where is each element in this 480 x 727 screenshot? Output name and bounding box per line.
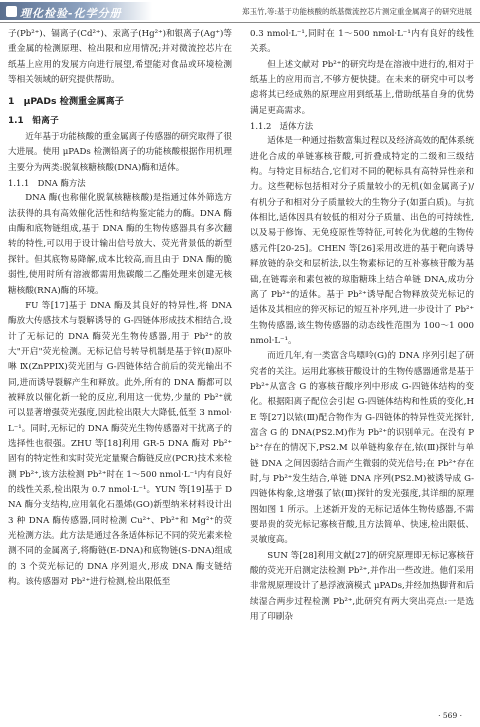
body-paragraph: 而近几年,有一类富含鸟嘌呤(G)的 DNA 序列引起了研究者的关注。运用此寡核苷酸设计的生物传感器通常是基于 Pb²⁺从富含 G 的寡核苷酸序列中形成 G-四链体结构的变化。根据阳离子配位会引起 G-四链体结构和性质的变化,HE 等[27]以铱(Ⅲ)配合物作为 G-四链体的特异性荧光探针,富含 G 的 DNA(PS2.M)作为 Pb²⁺的识别单元。在没有 Pb²⁺存在的情况下,PS2.M 以单链构象存在,铱(Ⅲ)探针与单链 DNA 之间因弱结合而产生微弱的荧光信号;在 Pb²⁺存在时,与 Pb²⁺发生结合,单链 DNA 序列(PS2.M)被诱导成 G-四链体构象,这增强了铱(Ⅲ)探针的发光强度,其详细的原理图如图 1 所示。上述新开发的无标记适体生物传感器,不需要昂贵的荧光标记寡核苷酸,且方法简单、快速,检出限低、灵敏度高。 — [250, 351, 474, 546]
section-title: 1 μPADs 检测重金属离子 — [8, 96, 124, 108]
body-paragraph: SUN 等[28]利用文献[27]的研究原理即无标记寡核苷酸的荧光开启测定法检测 Pb²⁺,并作出一些改进。他们采用非常规原理设计了悬浮液滴模式 μPADs,并经加热脚背和后续湿合两步过程检测 Pb²⁺,此研究有两大突出亮点:一是选用了印刷杂 — [250, 550, 474, 623]
body-paragraph: 适体是一种通过指数富集过程以及经济高效的配体系统进化合成的单链寡核苷酸,可折叠成特定的二级和三级结构。与特定目标结合,它们对不同的靶标具有高特异性亲和力。这些靶标包括相对分子质量较小的无机(如金属离子)/有机分子和相对分子质量较大的生物分子(如蛋白质)。与抗体相比,适体因具有较低的相对分子质量、出色的可持续性,以及易于修饰、无免疫原性等特征,可转化为优越的生物传感元件[20-25]。CHEN 等[26]采用改进的基于靶向诱导释放链的杂交和层析法,以生物素标记的互补寡核苷酸为基础,在链霉亲和素包被的琼脂糖珠上结合单链 DNA,成功分离了 Pb²⁺的适体。基于 Pb²⁺诱导配合物释放荧光标记的适体及其相应的猝灭标记的短互补序列,进一步设计了 Pb²⁺生物传感器,该生物传感器的动态线性范围为 100～1 000 nmol·L⁻¹。 — [250, 136, 474, 346]
journal-banner — [0, 2, 152, 20]
journal-name: 理化检验-化学分册 — [20, 7, 122, 20]
subsection-title: 1.1 铅离子 — [8, 115, 59, 126]
left-column — [8, 27, 232, 590]
body-paragraph: 近年基于功能核酸的重金属离子传感器的研究取得了很大进展。使用 μPADs 检测铅离子的功能核酸根据作用机理主要分为两类:脱氧核糖核酸(DNA)酶和适体。 — [8, 132, 232, 173]
body-paragraph: FU 等[17]基于 DNA 酶及其良好的特异性,将 DNA 酶放大传感技术与裂解诱导的 G-四链体形成技术相结合,设计了无标记的 DNA 酶荧光生物传感器,用于 Pb²⁺的放大"开启"荧光检测。无标记信号转导机制是基于锌(Ⅱ)原卟啉 Ⅸ(ZnPPIX)荧光团与 G-四链体结合前后的荧光输出不同,进而诱导裂解产生和释放。此外,所有的 DNA 酶都可以被释放以催化新一轮的反应,利用这一优势,少量的 Pb²⁺就可以显著增强荧光强度,因此检出限大大降低,低至 3 nmol·L⁻¹。同时,无标记的 DNA 酶荧光生物传感器对干扰离子的选择性也很强。ZHU 等[18]利用 GR-5 DNA 酶对 Pb²⁺固有的特定性和实时荧光定量聚合酶链反应(PCR)技术来检测 Pb²⁺,该方法检测 Pb²⁺时在 1～500 nmol·L⁻¹内有良好的线性关系,检出限为 0.7 nmol·L⁻¹。YUN 等[19]基于 DNA 酶分支结构,应用氧化石墨烯(GO)新型纳米材料设计出 3 种 DNA 酶传感器,同时检测 Cu²⁺、Pb²⁺和 Mg²⁺的荧光检测方法。此方法是通过各条适体标记不同的荧光素来检测不同的金属离子,将酶链(E-DNA)和底物链(S-DNA)组成的 3 个荧光标记的 DNA 序列退火,形成 DNA 酶支链结构。该传感器对 Pb²⁺进行检测,检出限低至 — [8, 300, 232, 588]
body-paragraph: 但上述文献对 Pb²⁺的研究均是在溶液中进行的,相对于纸基上的应用而言,不够方便快捷。在未来的研究中可以考虑将其已经成熟的原理应用到纸基上,借助纸基自身的优势满足更高需求。 — [250, 59, 474, 116]
intro-paragraph: 子(Pb²⁺)、镉离子(Cd²⁺)、汞离子(Hg²⁺)和银离子(Ag⁺)等重金属的检测原理、检出限和应用情况;并对微流控芯片在纸基上应用的发展方向进行展望,希望能对食品或环境检测等相关领域的研究提供帮助。 — [8, 29, 232, 86]
running-title: 郑玉竹,等:基于功能核酸的纸基微流控芯片测定重金属离子的研究进展 — [242, 7, 472, 16]
page-number: · 569 · — [438, 711, 462, 720]
body-paragraph: 0.3 nmol·L⁻¹,同时在 1～500 nmol·L⁻¹内有良好的线性关系。 — [250, 29, 474, 55]
subsubsection-title: 1.1.1 DNA 酶方法 — [8, 178, 86, 189]
body-paragraph: DNA 酶(也称催化脱氧核糖核酸)是指通过体外筛选方法获得的具有高效催化活性和结构鉴定能力的酶。DNA 酶由酶和底物链组成,基于 DNA 酶的生物传感器具有多次翻转的特性,可以用于设计输出信号放大、荧光背景低的新型探针。但其底物易降解,成本比较高,而且由于 DNA 酶的脆弱性,使用时所有溶液都需用焦碳酸二乙酯处理来创建无核糖核酸(RNA)酶的环境。 — [8, 193, 232, 296]
page-header — [0, 0, 480, 22]
header-rule — [0, 22, 480, 23]
journal-logo-icon — [6, 6, 17, 17]
right-column — [250, 27, 474, 625]
subsubsection-title: 1.1.2 适体方法 — [250, 121, 314, 132]
